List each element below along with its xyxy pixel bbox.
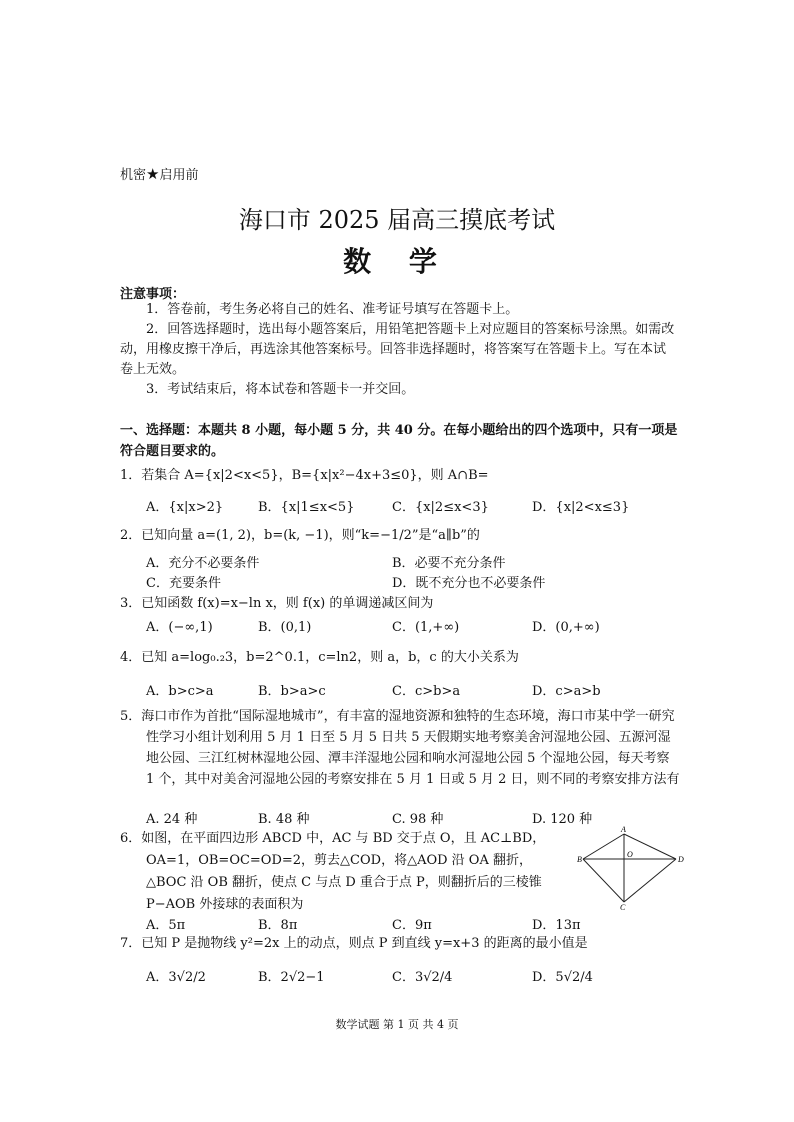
option-d: D. 120 种 [532, 812, 593, 827]
edge-bc [583, 859, 624, 902]
option-b: B．8π [258, 918, 298, 933]
notice-item-2: 2．回答选择题时，选出每小题答案后，用铅笔把答题卡上对应题目的答案标号涂黑。如需改动，用橡皮擦干净后，再选涂其他答案标号。回答非选择题时，将答案写在答题卡上。写在本试卷上无效。 [120, 322, 675, 377]
option-d: D．c>a>b [532, 684, 601, 699]
exam-title: 海口市 2025 届高三摸底考试 [238, 206, 556, 234]
option-d: D．13π [532, 918, 581, 933]
option-c: C．充要条件 [146, 576, 221, 591]
question-4 [120, 648, 680, 668]
option-b: B．2√2−1 [258, 970, 325, 985]
confidential-label: 机密 [120, 168, 147, 183]
question-6 [120, 828, 570, 916]
option-a: A．b>c>a [146, 684, 214, 699]
option-a: A．5π [146, 918, 186, 933]
option-b: B．{x|1≤x<5} [258, 500, 355, 515]
question-1 [120, 466, 680, 486]
option-c: C．c>b>a [392, 684, 461, 699]
question-7 [120, 934, 680, 954]
edge-ab [583, 834, 624, 859]
label-a: A [621, 825, 626, 834]
star-icon: ★ [146, 165, 160, 183]
option-a: A．充分不必要条件 [146, 556, 260, 571]
question-stem: 6．如图，在平面四边形 ABCD 中，AC 与 BD 交于点 O，且 AC⊥BD，OA=1，OB=OC=OD=2，剪去△COD，将△AOD 沿 OA 翻折，△BOC 沿 OB 翻折，使点 C 与点 D 重合于点 P，则翻折后的三棱锥 P−AOB 外接球的表面积为 [120, 831, 546, 912]
option-c: C．{x|2≤x<3} [392, 500, 489, 515]
question-3 [120, 594, 680, 614]
option-a: A．3√2/2 [146, 970, 206, 985]
label-b: B [577, 855, 582, 864]
option-c: C. 98 种 [392, 812, 444, 827]
option-c: C．(1,+∞) [392, 620, 460, 635]
option-c: C．9π [392, 918, 432, 933]
option-d: D．(0,+∞) [532, 620, 600, 635]
question-2 [120, 526, 680, 546]
question-stem: 3．已知函数 f(x)=x−ln x，则 f(x) 的单调递减区间为 [120, 596, 434, 611]
question-stem: 1．若集合 A={x|2<x<5}，B={x|x²−4x+3≤0}，则 A∩B= [120, 468, 489, 483]
edge-cd [624, 859, 676, 902]
question-stem: 2．已知向量 a=(1, 2)，b=(k, −1)，则“k=−1/2”是“a∥b”的 [120, 528, 480, 543]
option-b: B．必要不充分条件 [392, 556, 506, 571]
option-b: B．(0,1) [258, 620, 312, 635]
label-c: C [620, 903, 626, 912]
subject-title: 数 学 [343, 245, 451, 278]
label-d: D [678, 855, 684, 864]
option-c: C．3√2/4 [392, 970, 453, 985]
confidential-mark [120, 164, 198, 183]
option-d: D．5√2/4 [532, 970, 593, 985]
option-a: A．{x|x>2} [146, 500, 224, 515]
section-heading: 一、选择题：本题共 8 小题，每小题 5 分，共 40 分。在每小题给出的四个选项中，只有一项是符合题目要求的。 [120, 423, 678, 459]
notice-heading: 注意事项： [120, 287, 186, 302]
question-stem: 7．已知 P 是抛物线 y²=2x 上的动点，则点 P 到直线 y=x+3 的距离的最小值是 [120, 936, 588, 951]
option-d: D．既不充分也不必要条件 [392, 576, 546, 591]
notice-item-3: 3．考试结束后，将本试卷和答题卡一并交回。 [146, 382, 415, 397]
option-d: D．{x|2<x≤3} [532, 500, 630, 515]
option-a: A．(−∞,1) [146, 620, 213, 635]
question-stem: 4．已知 a=log₀.₂3，b=2^0.1，c=ln2，则 a，b，c 的大小关系为 [120, 650, 519, 665]
label-o: O [627, 850, 633, 859]
question-5 [120, 706, 680, 790]
option-b: B．b>a>c [258, 684, 326, 699]
notice-item-1: 1．答卷前，考生务必将自己的姓名、准考证号填写在答题卡上。 [146, 302, 519, 317]
page-footer: 数学试题 第 1 页 共 4 页 [335, 1018, 459, 1031]
confidential-suffix: 启用前 [159, 168, 199, 183]
question-stem: 5．海口市作为首批“国际湿地城市”，有丰富的湿地资源和独特的生态环境，海口市某中学一研究性学习小组计划利用 5 月 1 日至 5 月 5 日共 5 天假期实地考察美舍河湿地公园、五源河湿地公园、三江红树林湿地公园、潭丰洋湿地公园和响水河湿地公园 5 个湿地公园，每天考察 1 个，其中对美舍河湿地公园的考察安排在 5 月 1 日或 5 月 2 日，则不同的考察安排方法有 [120, 709, 680, 787]
option-b: B. 48 种 [258, 812, 310, 827]
option-a: A. 24 种 [146, 812, 198, 827]
quadrilateral-figure [578, 826, 688, 911]
